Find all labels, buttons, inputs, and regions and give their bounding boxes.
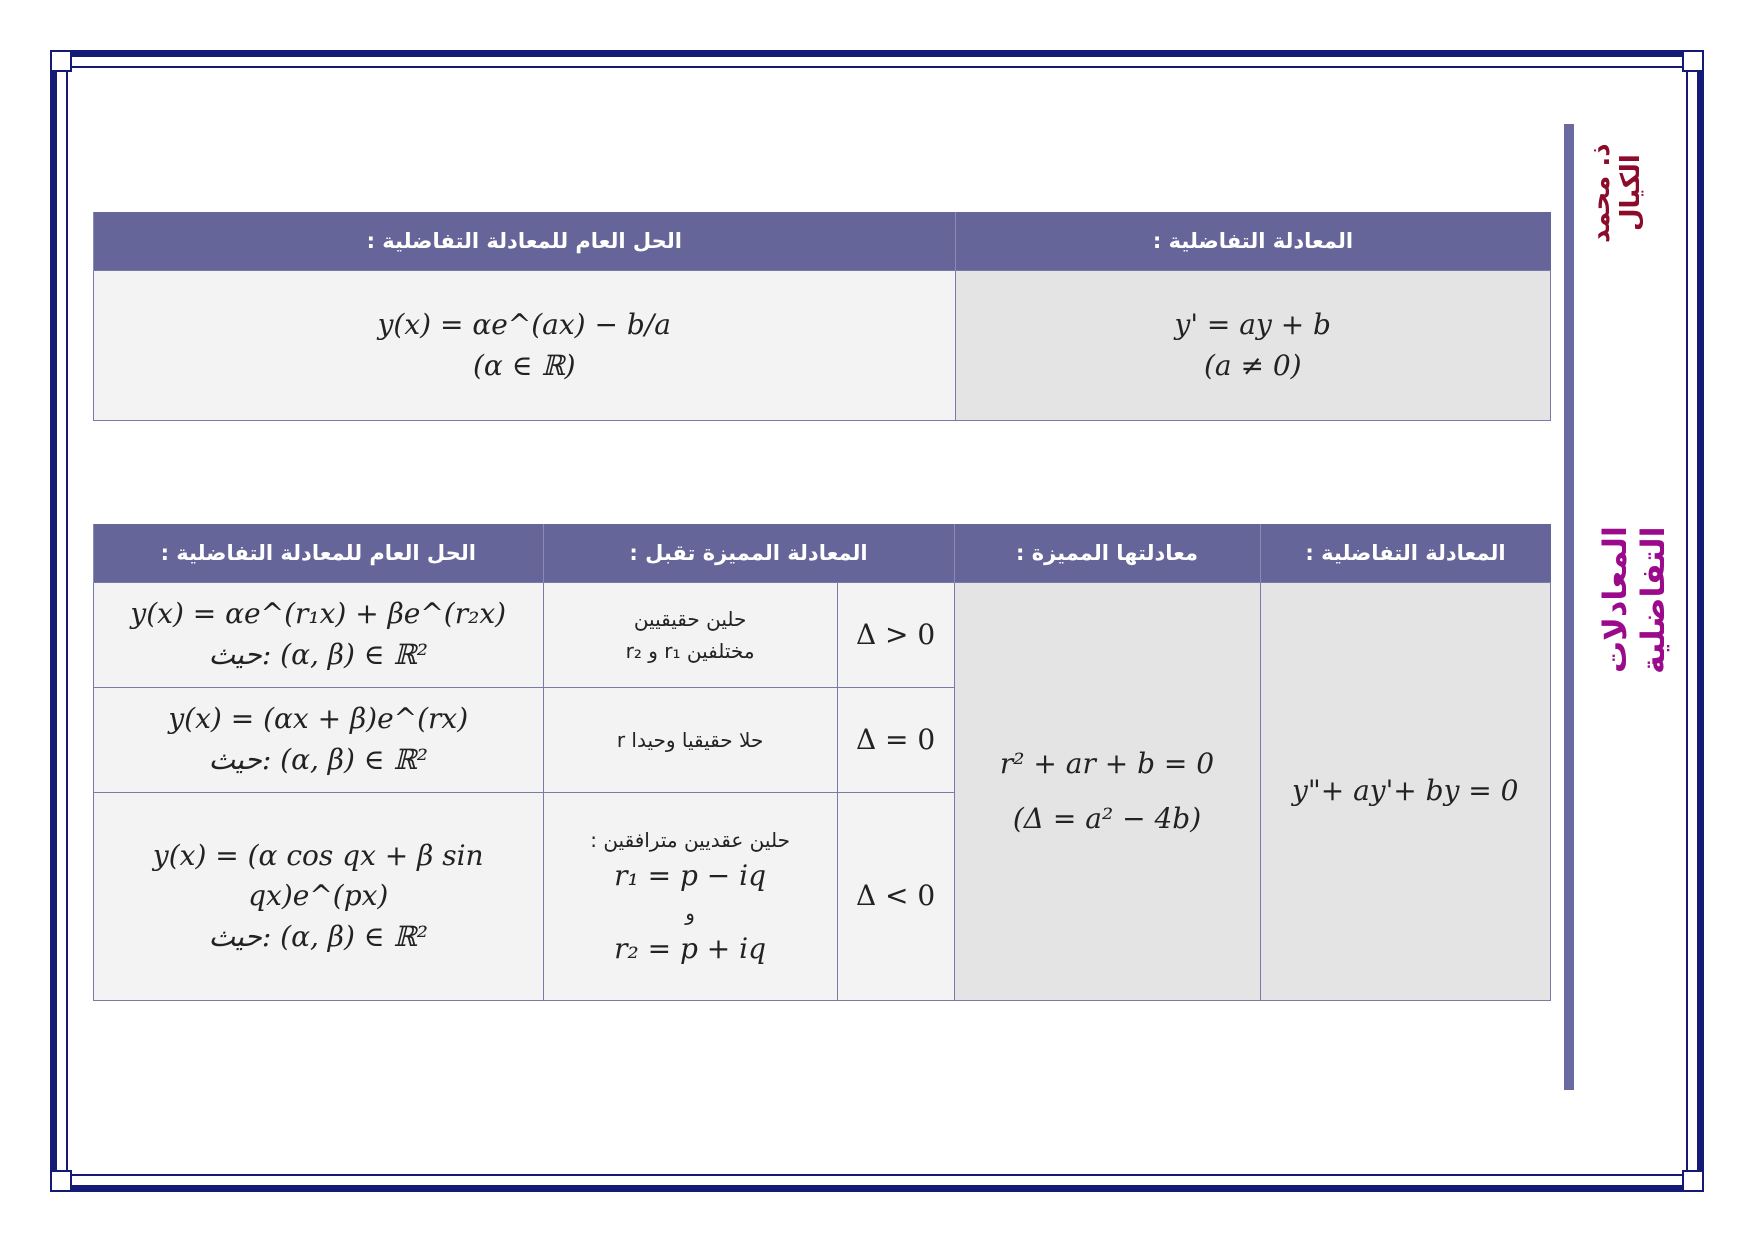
delta-positive: Δ > 0 <box>855 617 936 651</box>
roots-text: حلين عقديين مترافقين : <box>590 827 790 852</box>
solution-condition: حيث: (α, β) ∈ ℝ² <box>208 743 428 776</box>
corner-ornament <box>1682 50 1704 72</box>
corner-ornament <box>50 1170 72 1192</box>
solution-condition: حيث: (α, β) ∈ ℝ² <box>208 919 428 953</box>
second-order-table <box>93 524 1551 1001</box>
delta-negative: Δ < 0 <box>855 879 936 913</box>
equation-text: y' = ay + b <box>1174 307 1331 341</box>
header-general-solution: الحل العام للمعادلة التفاضلية : <box>94 212 956 271</box>
corner-ornament <box>1682 1170 1704 1192</box>
header-general-solution: الحل العام للمعادلة التفاضلية : <box>94 524 544 583</box>
root-two: r₂ = p + iq <box>614 931 767 965</box>
solution-text: y(x) = αe^(ax) − b/a <box>377 307 671 341</box>
roots-cell <box>543 583 837 688</box>
solution-cell <box>94 583 544 688</box>
roots-and: و <box>685 900 695 925</box>
first-order-table <box>93 212 1551 421</box>
solution-condition: حيث: (α, β) ∈ ℝ² <box>208 638 428 671</box>
solution-cell <box>94 793 544 1001</box>
corner-ornament <box>50 50 72 72</box>
solution-text: y(x) = αe^(r₁x) + βe^(r₂x) <box>130 597 507 631</box>
roots-text: مختلفين r₁ و r₂ <box>625 639 755 663</box>
root-one: r₁ = p − iq <box>614 858 767 892</box>
equation-cell <box>955 271 1551 421</box>
equation-cell <box>1260 583 1551 1001</box>
author-name: ذ. محمد الكيال <box>1586 143 1646 243</box>
roots-cell <box>543 793 837 1001</box>
roots-text: حلا حقيقيا وحيدا r <box>616 728 764 752</box>
roots-text: حلين حقيقيين <box>633 607 747 631</box>
equation-condition: (a ≠ 0) <box>1203 348 1302 382</box>
delta-cell <box>837 793 954 1001</box>
equation-text: y"+ ay'+ by = 0 <box>1292 774 1519 808</box>
characteristic-cell <box>954 583 1260 1001</box>
delta-cell <box>837 583 954 688</box>
delta-cell <box>837 688 954 793</box>
solution-text: y(x) = (α cos qx + β sin qx)e^(px) <box>152 838 484 913</box>
discriminant: (Δ = a² − 4b) <box>1012 801 1202 835</box>
solution-text: y(x) = (αx + β)e^(rx) <box>168 702 469 736</box>
characteristic-equation: r² + ar + b = 0 <box>999 746 1215 780</box>
header-equation: المعادلة التفاضلية : <box>1260 524 1551 583</box>
header-equation: المعادلة التفاضلية : <box>955 212 1551 271</box>
sidebar-divider <box>1564 124 1574 1090</box>
header-roots: المعادلة المميزة تقبل : <box>543 524 954 583</box>
chapter-title: المعادلات التفاضلية <box>1596 526 1672 674</box>
delta-zero: Δ = 0 <box>855 722 936 756</box>
solution-cell <box>94 271 956 421</box>
solution-cell <box>94 688 544 793</box>
roots-cell <box>543 688 837 793</box>
solution-condition: (α ∈ ℝ) <box>472 348 576 382</box>
header-characteristic: معادلتها المميزة : <box>954 524 1260 583</box>
